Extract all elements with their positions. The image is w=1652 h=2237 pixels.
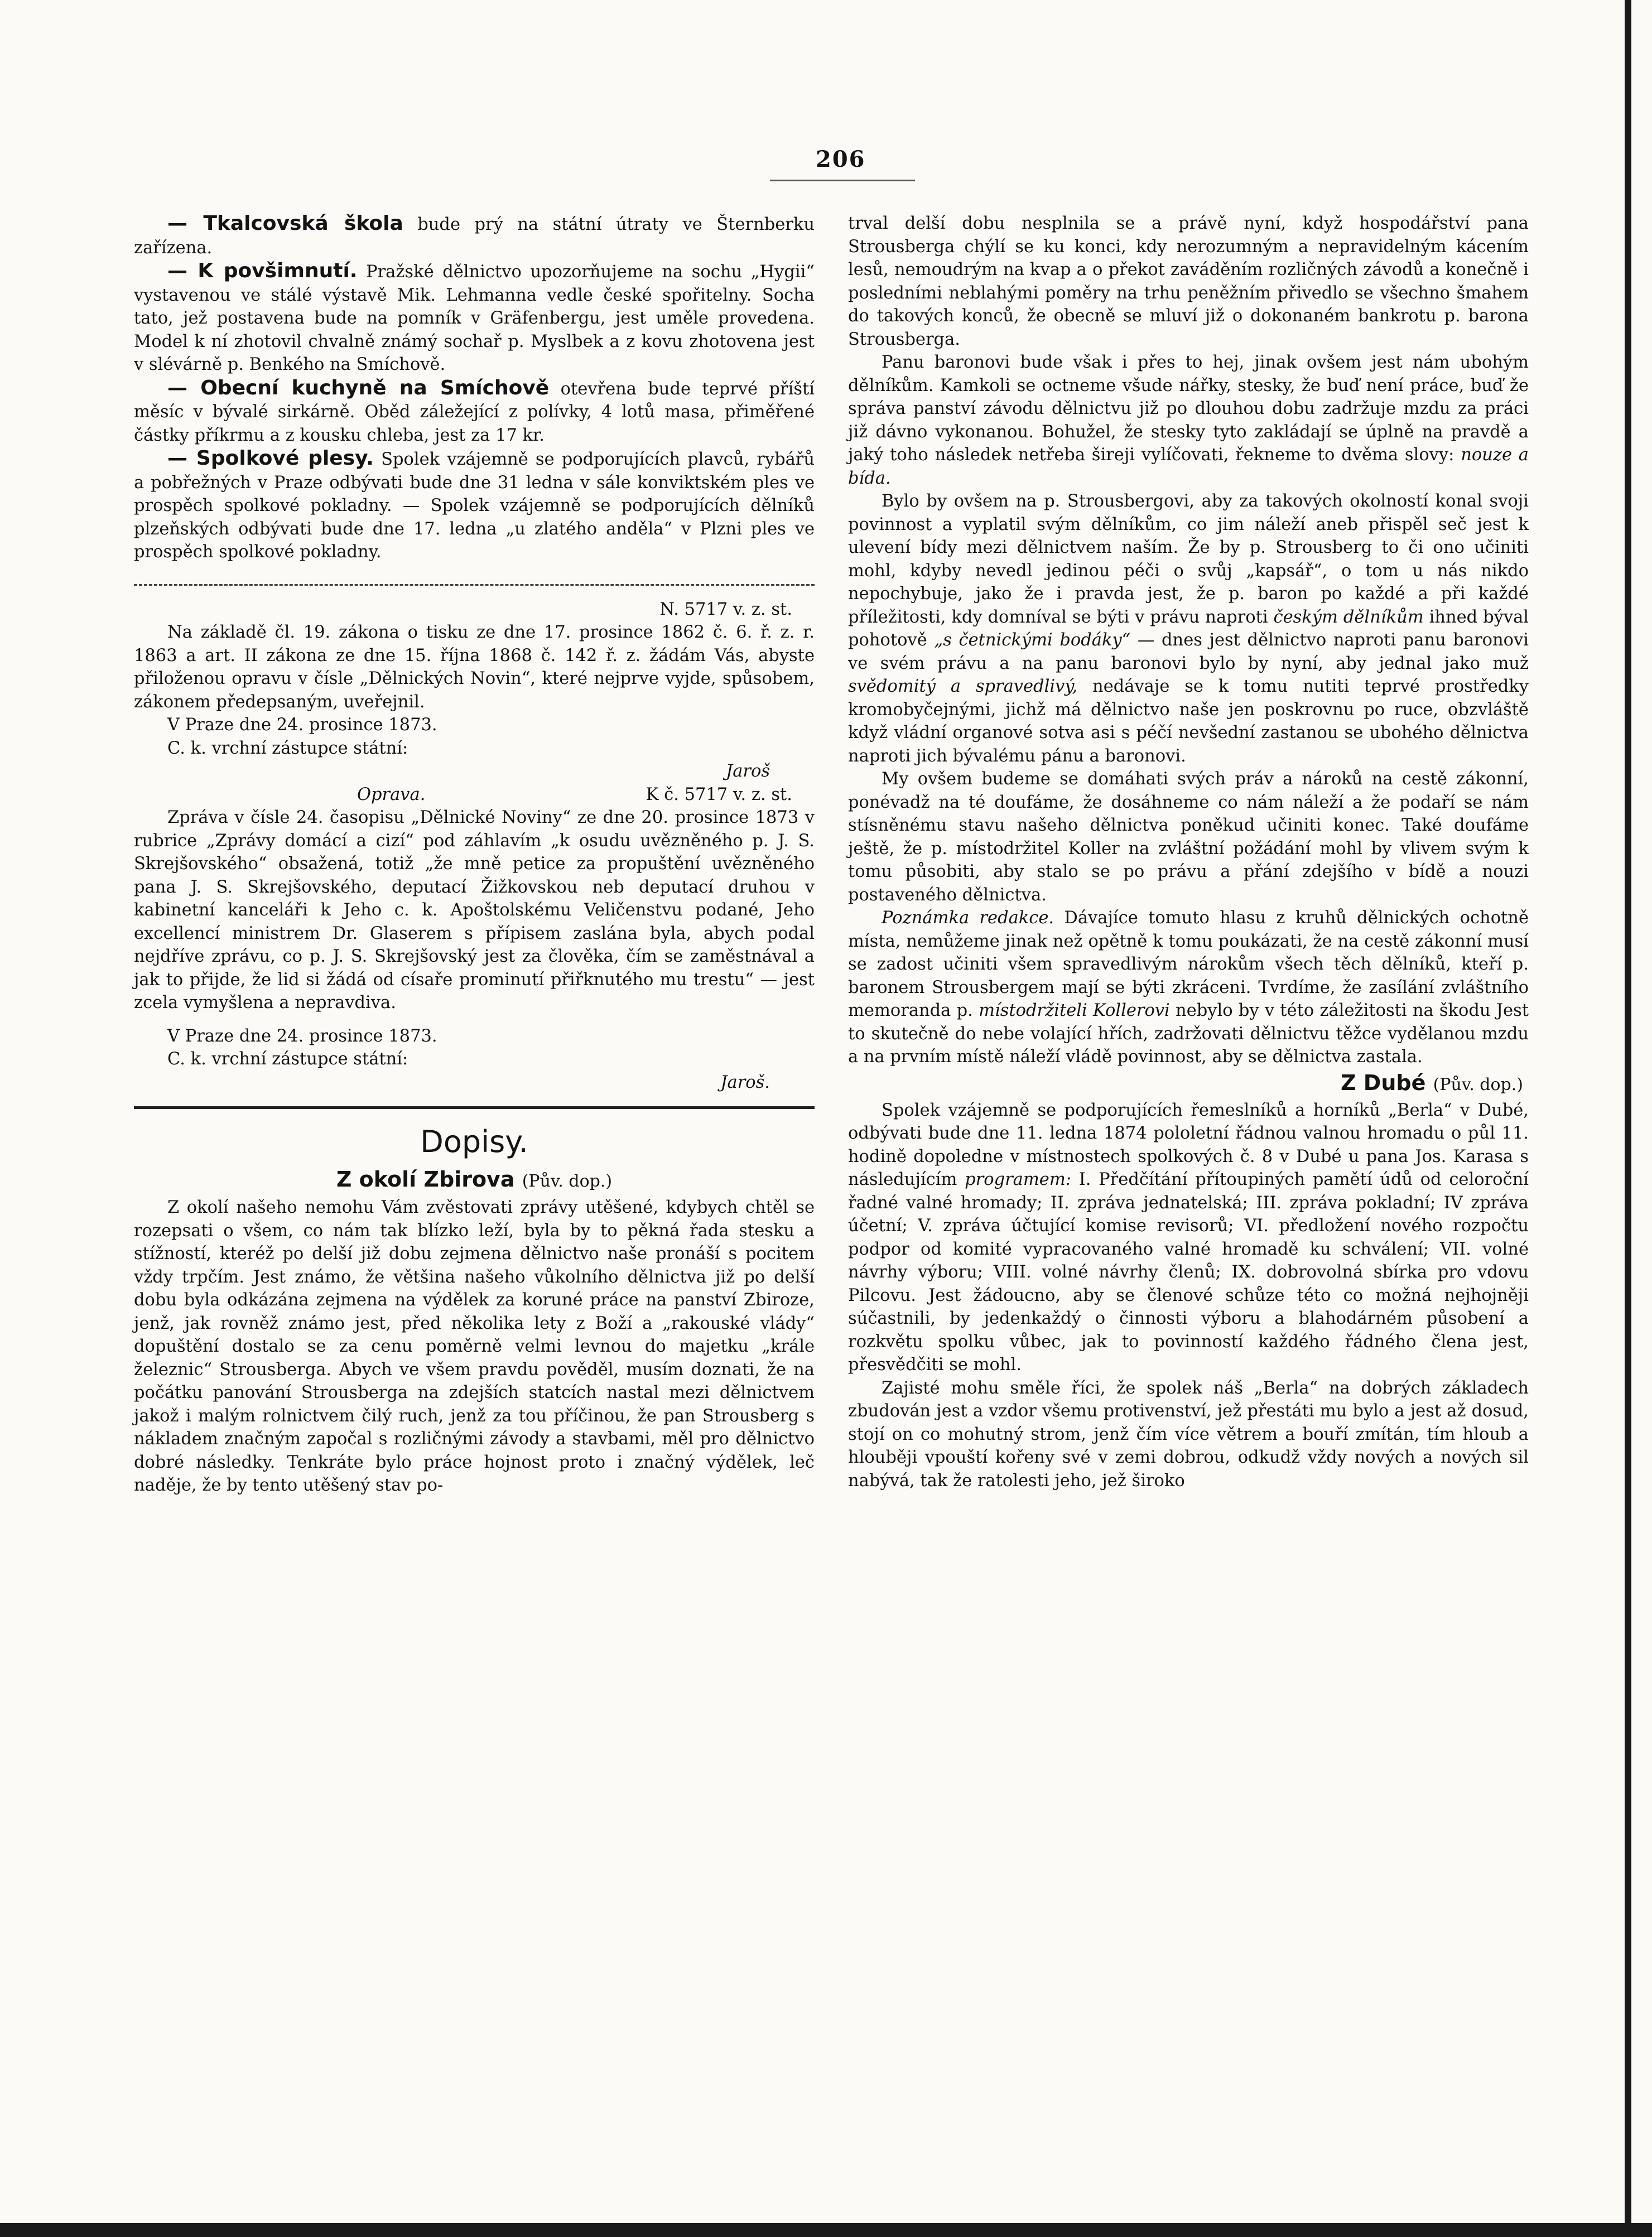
editor-note-emphasis: místodržiteli Kollerovi [979, 1001, 1170, 1020]
notice-body: Na základě čl. 19. zákona o tisku ze dne 17. prosince 1862 č. 6. ř. z. r. 1863 a art. II zákona ze dne 15. října 1868 č. 142 ř. z. žádám Vás, abyste přiloženou opravu v čísle „Dělnických Novin“, které nejprve vyjde, spůsobem, zákonem předepsaným, uveřejnil. [134, 623, 815, 712]
paragraph-emphasis: programem: [965, 1170, 1072, 1189]
news-lead: — Tkalcovská škola [167, 212, 403, 235]
letter-heading-note: (Pův. dop.) [1433, 1074, 1523, 1095]
correction-place-date: V Praze dne 24. prosince 1873. [167, 1026, 437, 1046]
page-number: 206 [816, 146, 866, 172]
letter-heading-note: (Pův. dop.) [522, 1171, 613, 1191]
news-item-kitchen [134, 377, 815, 447]
paragraph-emphasis: českým dělníkům [1273, 607, 1424, 627]
scan-edge-bottom [0, 2223, 1652, 2237]
news-item-balls [134, 447, 815, 564]
correction-official: C. k. vrchní zástupce státní: [167, 1049, 408, 1069]
left-column [134, 212, 815, 1497]
paragraph-text: nedávaje se k tomu nutiti teprvé prostředky kromobyčejnými, jichž má dělnictvo naše jen poskrovnu po ruce, obzvláště když vládní organové sotva asi s péčí nevšední zastanou se ubohého dělnictva naproti jich bývalému pánu a baronovi. [848, 677, 1529, 766]
letter-heading-zbirov [134, 1165, 815, 1196]
page-number-rule [770, 180, 915, 181]
paragraph-text: ihned býval pohotově [848, 607, 1529, 650]
news-text: Pražské dělnictvo upozorňujeme na sochu „Hygii“ vystavenou ve stálé výstavě Mik. Lehmanna vedle české spořitelny. Socha tato, jež postavena bude na pomník v Gräfenbergu, jest uměle provedena. Model k ní zhotovil chvalně známý sochař p. Myslbek a z kovu zhotovena jest v slévárně p. Benkého na Smíchově. [134, 262, 815, 374]
editor-note-label: Poznámka redakce. [882, 908, 1054, 928]
notice-number: N. 5717 v. z. st. [659, 599, 792, 619]
letter-continuation: trval delší dobu nesplnila se a právě nyní, když hospodářství pana Strousberga chýlí se ku konci, kdy nerozumným a nepravidelným kácením lesů, nemoudrým na kvap a o překot zaváděním rozličných závodů a konečně i posledními neblahými poměry na trhu peněžním přivedlo se všechno šmahem do takových konců, že obecně se mluví již o dokonaném bankrotu p. barona Strousberga. [848, 214, 1529, 349]
paragraph-text: Spolek vzájemně se podporujících řemeslníků a horníků „Berla“ v Dubé, odbývati bude dne 11. ledna 1874 pololetní řádnou valnou hromadu o půl 11. hodině dopoledne v místnostech spolkových č. 8 v Dubé u pana Jos. Karasa s následujícím [848, 1100, 1529, 1189]
paragraph-emphasis: svědomitý a spravedlivý, [848, 677, 1078, 696]
letter-body-zbirov: Z okolí našeho nemohu Vám zvěstovati zprávy utěšené, kdybych chtěl se rozepsati o všem, co nám tak blízko leží, byla by to pěkná řada stesku a stížností, kteréž po delší již dobu zejmena dělnictvo naše pronáší s pocitem vždy trpčím. Jest známo, že většina našeho vůkolního dělnictva již po delší dobu byla odkázána zejmena na výdělek za koruné práce na panství Zbiroze, jenž, jak rovněž známo jest, před několika lety z Boží a „rakouské vlády“ dopuštění dostalo se za cenu poměrně velmi levnou do majetku „krále železnic“ Strousberga. Abych ve všem pravdu pověděl, musím doznati, že na počátku panování Strousberga na zdejších statcích nastal mezi dělnictvem jakož i malým rolnictvem čilý ruch, jenž za tou příčinou, že pan Strousberg s nákladem značným započal s rozličnými závody a stavbami, měl pro dělnictvo dobré následky. Tenkráte bylo práce hojnost proto i značný výdělek, leč naděje, že by tento utěšený stav po- [134, 1198, 815, 1495]
letter-heading-dube [848, 1069, 1529, 1099]
correction-body: Zpráva v čísle 24. časopisu „Dělnické Noviny“ ze dne 20. prosince 1873 v rubrice „Zprávy domácí a cizí“ pod záhlavím „k osudu uvězněného p. J. S. Skrejšovského“ obsažená, totiž „že mně petice za propuštění uvězněného pana J. S. Skrejšovského, deputací Žižkovskou neb deputací druhou v kabinetní kanceláři k Jeho c. k. Apoštolskému Veličenstvu podané, Jeho excellencí ministrem Dr. Glaserem s přípisem zaslána byla, abych podal nejdříve zprávu, co p. J. S. Skrejšovský jest za člověka, čím se zaměstnával a jak to přijde, že lid si žádá od císaře prominutí přiřknutého mu trestu“ — jest zcela vymyšlena a nepravdiva. [134, 808, 815, 1013]
letter-paragraph-2 [848, 351, 1529, 490]
news-lead: — K povšimnutí. [167, 259, 358, 282]
letter-heading-text: Z okolí Zbirova [336, 1167, 515, 1192]
news-text: Spolek vzájemně se podporujících plavců, rybářů a pobřežných v Praze odbývati bude dne 31 ledna v sále konviktském ples ve prospěch spolkové pokladny. — Spolek vzájemně se podporujících dělníků plzeňských odbývati bude dne 17. ledna „u zlatého anděla“ v Plzni ples ve prospěch spolkové pokladny. [134, 450, 815, 562]
correction-ref: K č. 5717 v. z. st. [646, 784, 792, 804]
paragraph-text: — dnes jest dělnictvo naproti panu baronovi ve svém právu a na panu baronovi bylo by nyní, aby jednal jako muž [848, 630, 1529, 673]
news-text: otevřena bude teprvé příští měsíc v bývalé sirkárně. Oběd záležející z polívky, 4 lotů masa, přiměřené částky příkrmu a z kousku chleba, jest za 17 kr. [134, 379, 815, 445]
news-item-notice [134, 259, 815, 377]
news-lead: — Obecní kuchyně na Smíchově [167, 376, 550, 399]
news-lead: — Spolkové plesy. [167, 447, 374, 470]
section-rule [134, 1106, 815, 1109]
section-divider [134, 584, 815, 586]
paragraph-text: Panu baronovi bude však i přes to hej, jinak ovšem jest nám ubohým dělníkům. Kamkoli se octneme všude nářky, stesky, že buď není práce, buď že správa panství závodu dělnictvu již po dlouhou dobu zadržuje mzdu za práci již dávno vykonanou. Bohužel, že stesky tyto zakládají se úplně na pravdě a jaký toho následek netřeba šireji vylíčovati, řekneme to dvěma slovy: [848, 353, 1529, 465]
letter-paragraph-3 [848, 490, 1529, 768]
correction-signature: Jaroš. [720, 1072, 770, 1092]
paragraph-text: I. Předčítání přítoupiných pamětí údů od celoroční řadné valné hromady; II. zpráva jednatelská; III. zpráva pokladní; IV zpráva účetní; V. zpráva účtující komise revisorů; VI. předložení nového rozpočtu podpor od komité vypracovaného valné hromadě ku schválení; VII. volné návrhy výboru; VIII. volné návrhy členů; IX. dobrovolná sbírka pro vdovu Pilcovu. Jest žádoucno, aby se členové schůze této co možná nejhojněji súčastnili, by jedenkaždý o činnosti výboru a blahodárném působení a rozkvětu spolku vůbec, jak to povinností každého řádného člena jest, přesvědčiti se mohl. [848, 1170, 1529, 1375]
letter-body-dube-2: Zajisté mohu směle říci, že spolek náš „Berla“ na dobrých základech zbudován jest a vzdor všemu protivenství, jež přestáti mu bylo a jest až dosud, stojí on co mohutný strom, jenž čím více větrem a bouří zmítán, tím hloub a hlouběji vpouští kořeny své v zemi dobrou, odkudž vždy nových a nových sil nabývá, tak že ratolesti jeho, jež široko [848, 1378, 1529, 1491]
notice-signature: Jaroš [725, 761, 770, 781]
notice-official: C. k. vrchní zástupce státní: [167, 738, 408, 758]
scan-edge-right [1625, 0, 1631, 2237]
editor-note [848, 907, 1529, 1069]
editor-note-text: nebylo by v této záležitosti na škodu Jest to skutečně do nebe volající hřích, zadržovati dělnictvu těžce vydělanou mzdu a na prvním místě náleží vládě povinnost, aby se dělnictva zastala. [848, 1001, 1529, 1067]
news-item-weaving-school [134, 212, 815, 259]
paragraph-text: Bylo by ovšem na p. Strousbergovi, aby za takových okolností konal svoji povinnost a vyplatil svým dělníkům, co jim náleží aneb přispěl seč jest k ulevení bídy mezi dělnictvem naším. Že by p. Strousberg to či ono učiniti mohl, kdyby nevedl jedinou péči o svůj „kapsář“, o tom u nás nikdo nepochybuje, jako že i pravda jest, že p. baron po každé a při každé příležitosti, kdy domníval se býti v právu naproti [848, 491, 1529, 627]
notice-place-date: V Praze dne 24. prosince 1873. [167, 715, 437, 735]
paragraph-emphasis: nouze a bída. [848, 445, 1529, 488]
news-text: bude prý na státní útraty ve Šternberku zařízena. [134, 215, 815, 258]
letter-paragraph-4: My ovšem budeme se domáhati svých práv a nároků na cestě zákonní, ponévadž na té doufáme, že dosáhneme co nám náleží a že podaří se nám stísněnému stavu našeho dělnictva poněkud učiniti konec. Také doufáme ještě, že p. místodržitel Koller na zvláštní požádání mohl by vlivem svým k tomu působiti, aby stalo se po právu a přání zdejšího v bídě a nouzi postaveného dělnictva. [848, 769, 1529, 905]
letter-body-dube [848, 1099, 1529, 1377]
editor-note-text: Dávajíce tomuto hlasu z kruhů dělnických ochotně místa, nemůžeme jinak než opětně k tomu poukázati, že na cestě zákonní musí se zadost učiniti všem spravedlivým nárokům všech těch dělníků, kteří p. baronem Strousbergem mají se býti zkráceni. Tvrdíme, že zasílání zvláštního memoranda p. [848, 908, 1529, 1020]
correction-header [134, 783, 815, 807]
correction-title: Oprava. [357, 784, 426, 804]
section-title-dopisy: Dopisy. [420, 1124, 528, 1159]
paragraph-emphasis: „s četnickými bodáky“ [934, 630, 1131, 650]
right-column [848, 212, 1529, 1492]
letter-heading-text: Z Dubé [1341, 1070, 1426, 1095]
